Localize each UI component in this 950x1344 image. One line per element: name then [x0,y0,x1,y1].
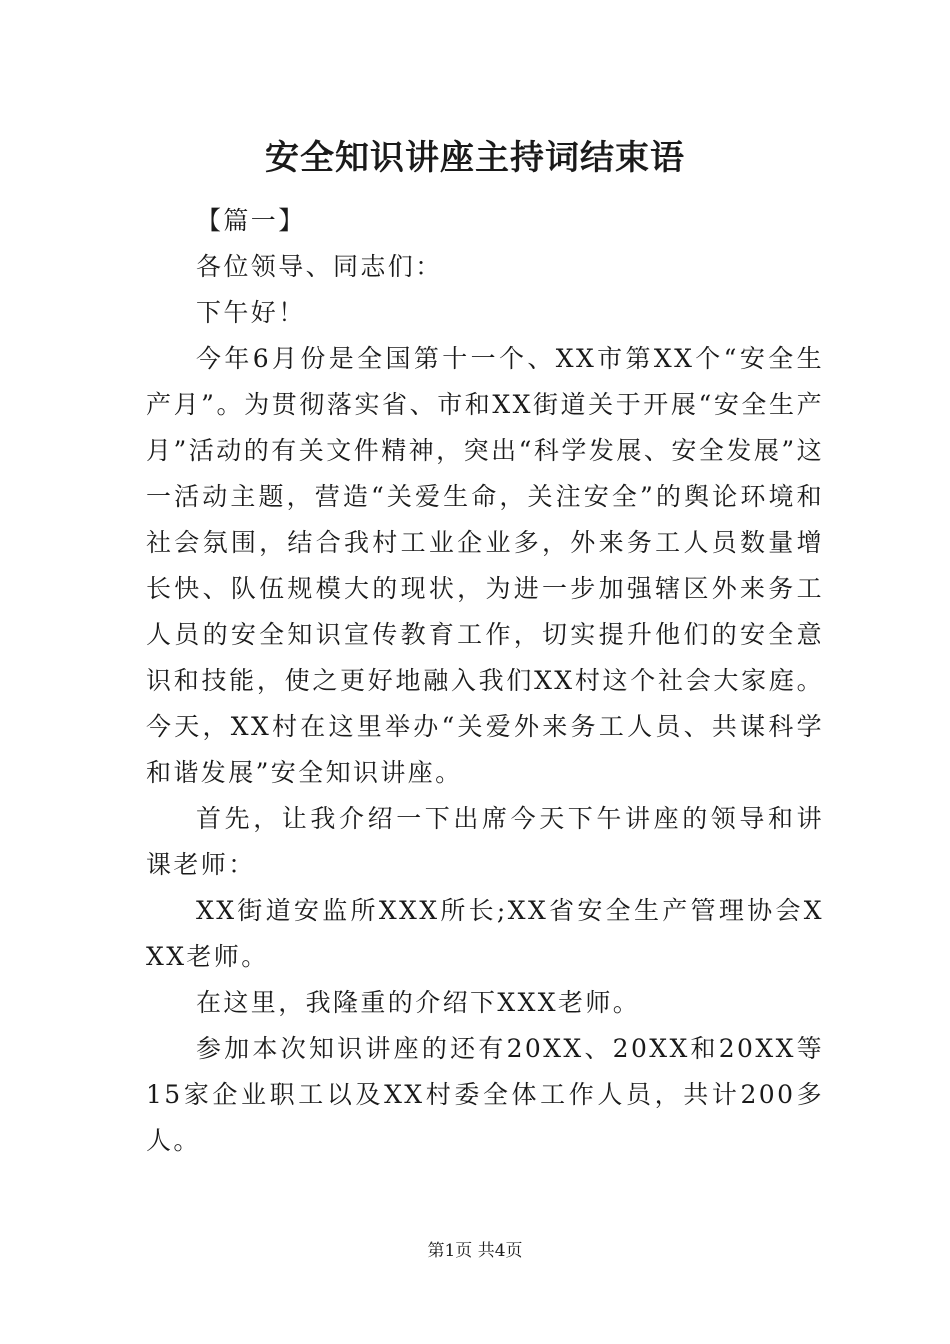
paragraph-guests-list: XX街道安监所XXX所长;XX省安全生产管理协会XXX老师。 [146,896,824,971]
paragraph-salutation: 各位领导、同志们： [196,252,443,281]
paragraph-greeting: 下午好！ [196,298,306,327]
document-body [146,198,824,1164]
paragraph-attendees: 参加本次知识讲座的还有20XX、20XX和20XX等15家企业职工以及XX村委全体工作人员，共计200多人。 [146,1034,824,1155]
page-title: 安全知识讲座主持词结束语 [265,138,685,178]
paragraph-section-heading: 【篇一】 [196,206,306,235]
paragraph-introduction: 今年6月份是全国第十一个、XX市第XX个“安全生产月”。为贯彻落实省、市和XX街道关于开展“安全生产月”活动的有关文件精神，突出“科学发展、安全发展”这一活动主题，营造“关爱生命，关注安全”的舆论环境和社会氛围，结合我村工业企业多，外来务工人员数量增长快、队伍规模大的现状，为进一步加强辖区外来务工人员的安全知识宣传教育工作，切实提升他们的安全意识和技能，使之更好地融入我们XX村这个社会大家庭。今天，XX村在这里举办“关爱外来务工人员、共谋科学和谐发展”安全知识讲座。 [146,344,824,787]
paragraph-guests-intro: 首先，让我介绍一下出席今天下午讲座的领导和讲课老师： [146,804,824,879]
page-footer: 第1页 共4页 [427,1241,523,1261]
paragraph-speaker-intro: 在这里，我隆重的介绍下XXX老师。 [196,988,641,1017]
